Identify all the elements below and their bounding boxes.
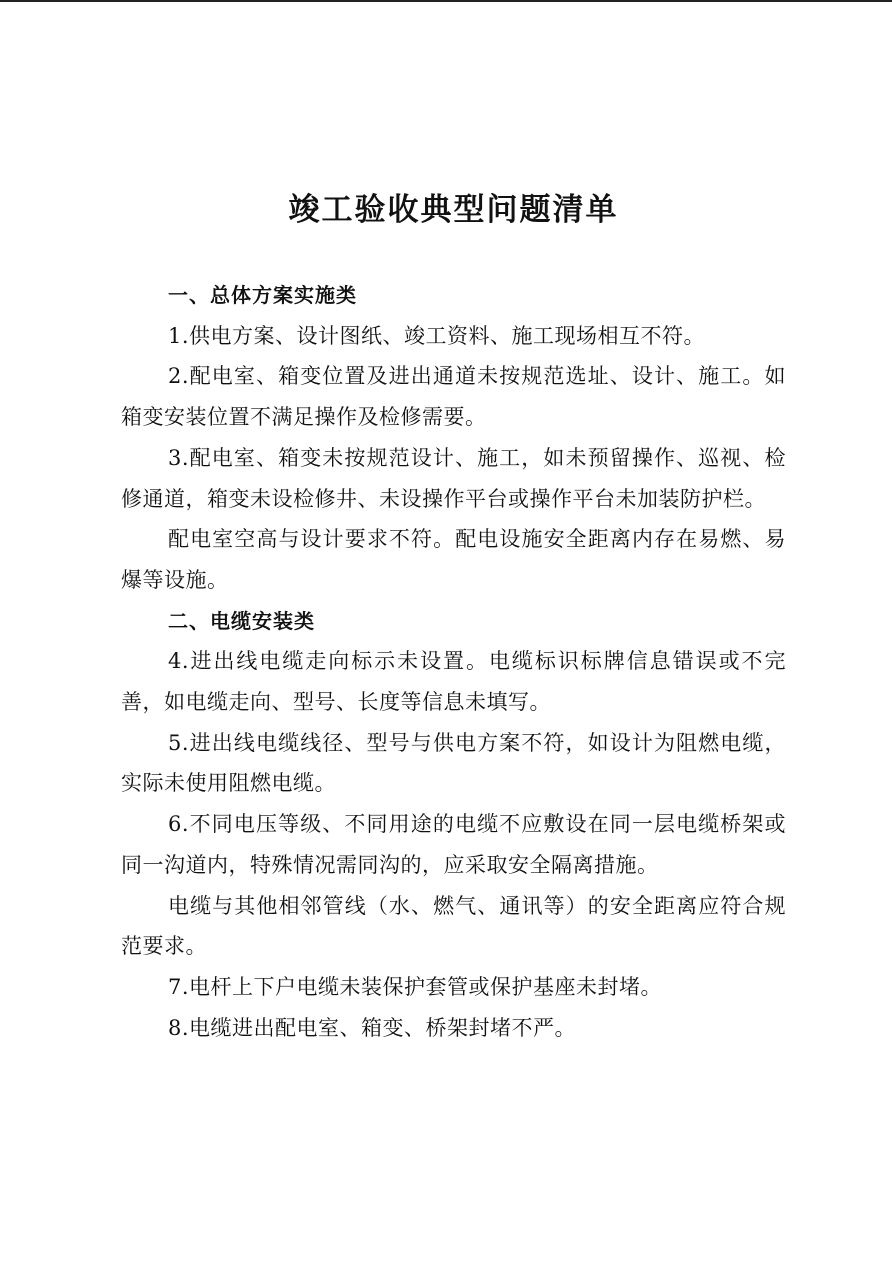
document-body xyxy=(121,275,786,1048)
list-item: 7.电杆上下户电缆未装保护套管或保护基座未封堵。 xyxy=(168,974,663,999)
list-item: 6.不同电压等级、不同用途的电缆不应敷设在同一层电缆桥架或同一沟道内，特殊情况需同沟的，应采取安全隔离措施。 xyxy=(121,812,786,877)
list-item: 2.配电室、箱变位置及进出通道未按规范选址、设计、施工。如箱变安装位置不满足操作及检修需要。 xyxy=(121,364,786,430)
section-heading: 二、电缆安装类 xyxy=(168,608,315,633)
list-item: 5.进出线电缆线径、型号与供电方案不符，如设计为阻燃电缆，实际未使用阻燃电缆。 xyxy=(121,730,786,796)
list-item: 8.电缆进出配电室、箱变、桥架封堵不严。 xyxy=(168,1015,577,1040)
document-title: 竣工验收典型问题清单 xyxy=(288,192,619,228)
section-general xyxy=(121,275,786,601)
list-item: 4.进出线电缆走向标示未设置。电缆标识标牌信息错误或不完善，如电缆走向、型号、长度等信息未填写。 xyxy=(121,649,786,715)
list-item: 电缆与其他相邻管线（水、燃气、通讯等）的安全距离应符合规范要求。 xyxy=(121,893,786,959)
page-top-border xyxy=(0,0,892,2)
list-item: 配电室空高与设计要求不符。配电设施安全距离内存在易燃、易爆等设施。 xyxy=(121,527,786,592)
list-item: 1.供电方案、设计图纸、竣工资料、施工现场相互不符。 xyxy=(168,323,706,348)
section-cable xyxy=(121,601,786,1049)
section-heading: 一、总体方案实施类 xyxy=(168,283,357,307)
list-item: 3.配电室、箱变未按规范设计、施工，如未预留操作、巡视、检修通道，箱变未设检修井、未设操作平台或操作平台未加装防护栏。 xyxy=(121,445,786,511)
